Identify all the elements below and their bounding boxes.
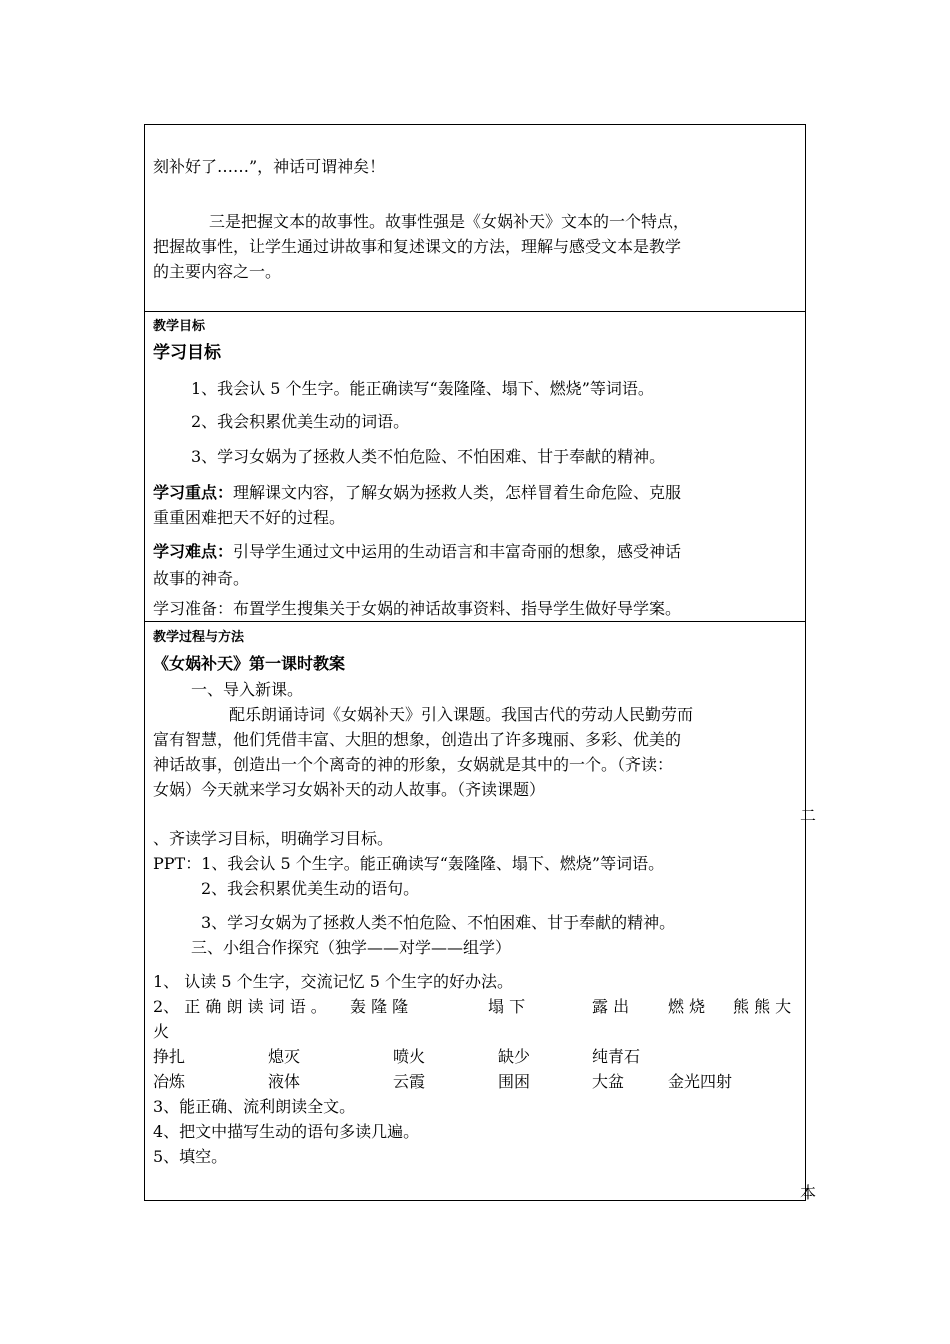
ppt-line: 2、我会积累优美生动的语句。 bbox=[201, 879, 420, 898]
margin-mark: 本 bbox=[800, 1183, 817, 1202]
step-heading: 一、导入新课。 bbox=[191, 680, 304, 699]
task-item: 3、能正确、流利朗读全文。 bbox=[153, 1097, 356, 1116]
step-heading: 三、小组合作探究（独学——对学——组学） bbox=[191, 938, 512, 957]
word: 云霞 bbox=[393, 1072, 426, 1091]
word: 熊 熊 大 bbox=[733, 997, 792, 1016]
section-title: 学习目标 bbox=[153, 343, 221, 363]
key-point bbox=[153, 482, 681, 504]
difficulty bbox=[153, 541, 681, 563]
difficulty-label: 学习难点： bbox=[153, 542, 234, 561]
word: 缺少 bbox=[498, 1047, 531, 1066]
word: 轰 隆 隆 bbox=[350, 997, 409, 1016]
goal-item: 2、我会积累优美生动的词语。 bbox=[191, 412, 410, 431]
key-point-cont: 重重困难把天不好的过程。 bbox=[153, 508, 346, 527]
key-point-label: 学习重点： bbox=[153, 483, 234, 502]
word: 围困 bbox=[498, 1072, 531, 1091]
word: 喷火 bbox=[393, 1047, 426, 1066]
word: 燃 烧 bbox=[668, 997, 706, 1016]
paragraph-line: 把握故事性，让学生通过讲故事和复述课文的方法，理解与感受文本是教学 bbox=[153, 237, 682, 256]
task-item: 1、 认读 5 个生字，交流记忆 5 个生字的好办法。 bbox=[153, 972, 513, 991]
difficulty-cont: 故事的神奇。 bbox=[153, 569, 250, 588]
key-point-text: 理解课文内容，了解女娲为拯救人类，怎样冒着生命危险、克服 bbox=[233, 483, 682, 502]
paragraph-line: 的主要内容之一。 bbox=[153, 262, 282, 281]
ppt-line: PPT：1、我会认 5 个生字。能正确读写“轰隆隆、塌下、燃烧”等词语。 bbox=[153, 854, 665, 873]
word: 液体 bbox=[268, 1072, 301, 1091]
text-line: 刻补好了……”，神话可谓神矣！ bbox=[153, 157, 386, 176]
intro-line: 富有智慧，他们凭借丰富、大胆的想象，创造出了许多瑰丽、多彩、优美的 bbox=[153, 730, 682, 749]
difficulty-text: 引导学生通过文中运用的生动语言和丰富奇丽的想象，感受神话 bbox=[233, 542, 682, 561]
lesson-title: 《女娲补天》第一课时教案 bbox=[153, 654, 346, 673]
task-item: 2、 正 确 朗 读 词 语 。 bbox=[153, 997, 327, 1016]
preparation: 学习准备：布置学生搜集关于女娲的神话故事资料、指导学生做好导学案。 bbox=[153, 599, 682, 618]
goal-item: 3、学习女娲为了拯救人类不怕危险、不怕困难、甘于奉献的精神。 bbox=[191, 447, 666, 466]
paragraph-line: 三是把握文本的故事性。故事性强是《女娲补天》文本的一个特点， bbox=[209, 212, 690, 231]
row-divider bbox=[144, 621, 806, 622]
word: 火 bbox=[153, 1022, 170, 1041]
word: 塌 下 bbox=[488, 997, 526, 1016]
intro-line: 配乐朗诵诗词《女娲补天》引入课题。我国古代的劳动人民勤劳而 bbox=[229, 705, 694, 724]
intro-line: 女娲）今天就来学习女娲补天的动人故事。（齐读课题） bbox=[153, 780, 546, 799]
goal-item: 1、我会认 5 个生字。能正确读写“轰隆隆、塌下、燃烧”等词语。 bbox=[191, 379, 654, 398]
task-item: 5、填空。 bbox=[153, 1147, 228, 1166]
word: 露 出 bbox=[592, 997, 630, 1016]
row-divider bbox=[144, 311, 806, 312]
word: 金光四射 bbox=[668, 1072, 733, 1091]
ppt-line: 3、学习女娲为了拯救人类不怕危险、不怕困难、甘于奉献的精神。 bbox=[201, 913, 676, 932]
section-header: 教学过程与方法 bbox=[153, 630, 245, 645]
margin-mark: 二 bbox=[800, 806, 817, 825]
word: 熄灭 bbox=[268, 1047, 301, 1066]
word: 纯青石 bbox=[592, 1047, 641, 1066]
section-header: 教学目标 bbox=[153, 319, 206, 334]
step-heading: 、齐读学习目标，明确学习目标。 bbox=[153, 829, 394, 848]
intro-line: 神话故事，创造出一个个离奇的神的形象，女娲就是其中的一个。（齐读： bbox=[153, 755, 674, 774]
word: 挣扎 bbox=[153, 1047, 186, 1066]
word: 冶炼 bbox=[153, 1072, 186, 1091]
task-item: 4、把文中描写生动的语句多读几遍。 bbox=[153, 1122, 420, 1141]
word: 大盆 bbox=[592, 1072, 625, 1091]
